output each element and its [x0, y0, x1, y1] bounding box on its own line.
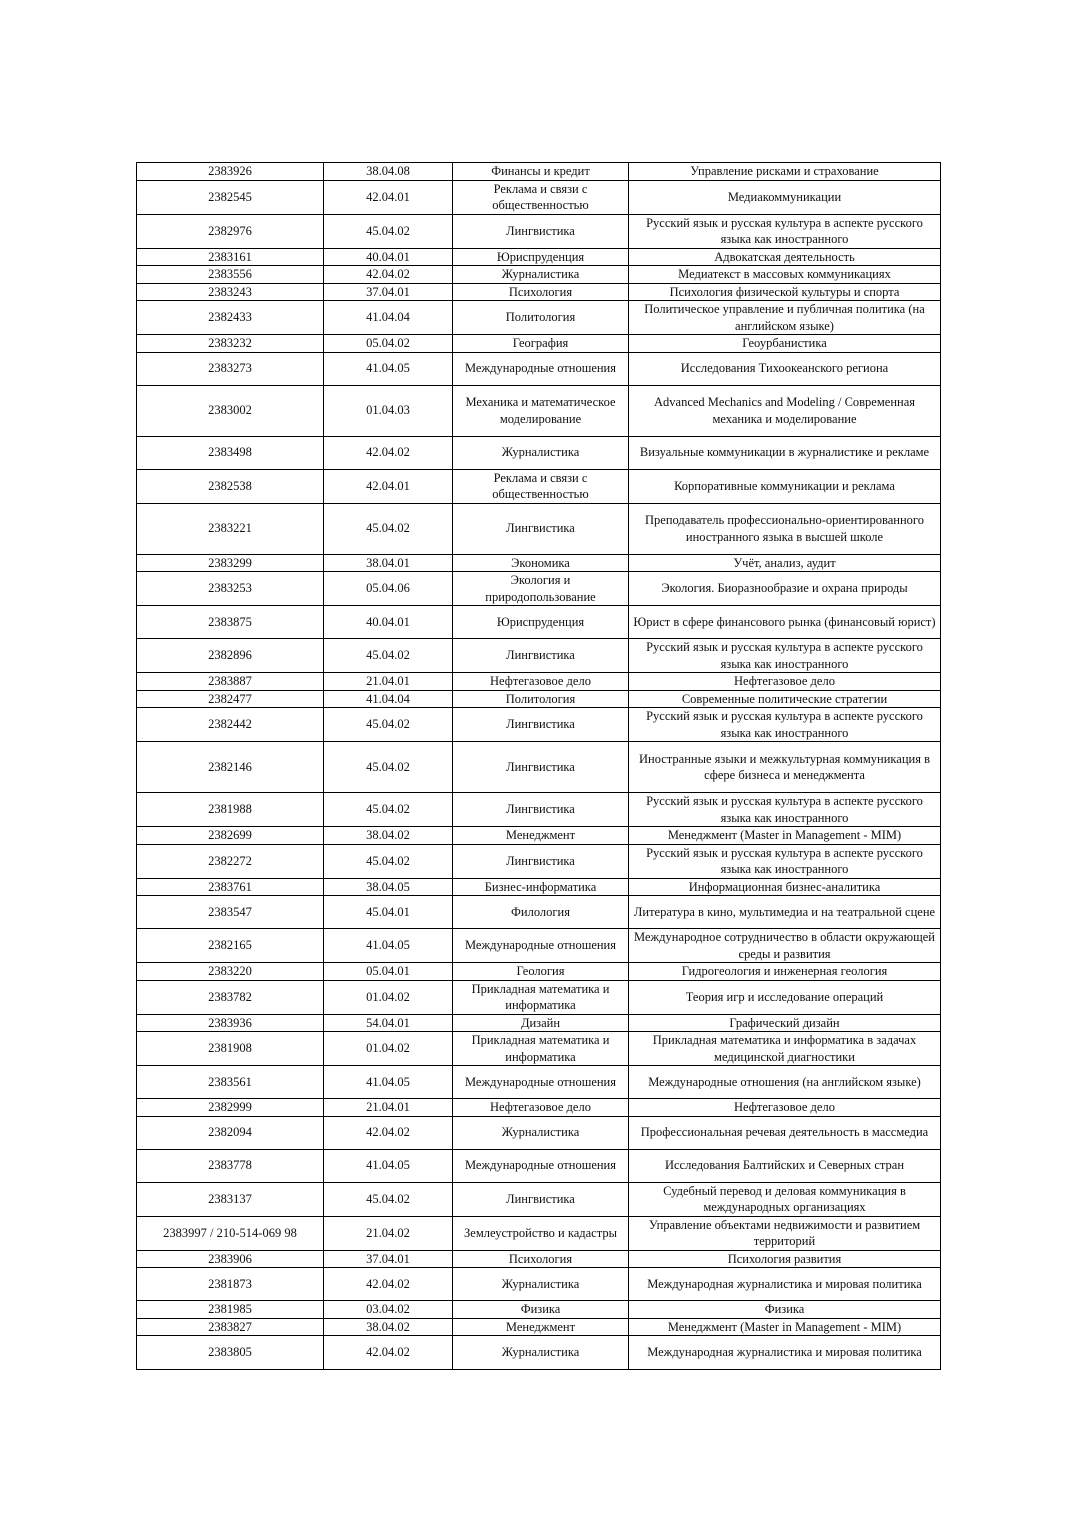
direction-cell: Журналистика [453, 1116, 629, 1149]
table-row [137, 827, 941, 845]
program-cell: Юрист в сфере финансового рынка (финансовый юрист) [629, 606, 941, 639]
code-cell: 45.04.02 [324, 793, 453, 827]
id-cell: 2382146 [137, 742, 324, 793]
table-row [137, 469, 941, 503]
direction-cell: Лингвистика [453, 742, 629, 793]
id-cell: 2383137 [137, 1182, 324, 1216]
program-cell: Прикладная математика и информатика в задачах медицинской диагностики [629, 1032, 941, 1066]
code-cell: 37.04.01 [324, 283, 453, 301]
program-cell: Преподаватель профессионально-ориентированного иностранного языка в высшей школе [629, 503, 941, 554]
id-cell: 2382538 [137, 469, 324, 503]
id-cell: 2381908 [137, 1032, 324, 1066]
id-cell: 2381873 [137, 1268, 324, 1301]
code-cell: 05.04.02 [324, 335, 453, 353]
program-cell: Корпоративные коммуникации и реклама [629, 469, 941, 503]
program-cell: Гидрогеология и инженерная геология [629, 963, 941, 981]
id-cell: 2382433 [137, 301, 324, 335]
id-cell: 2383002 [137, 385, 324, 436]
program-cell: Экология. Биоразнообразие и охрана природы [629, 572, 941, 606]
program-cell: Менеджмент (Master in Management - MIM) [629, 1318, 941, 1336]
direction-cell: Международные отношения [453, 929, 629, 963]
code-cell: 42.04.02 [324, 266, 453, 284]
program-cell: Графический дизайн [629, 1014, 941, 1032]
code-cell: 38.04.05 [324, 878, 453, 896]
table-row [137, 503, 941, 554]
code-cell: 21.04.02 [324, 1216, 453, 1250]
direction-cell: Юриспруденция [453, 606, 629, 639]
id-cell: 2383273 [137, 352, 324, 385]
id-cell: 2382699 [137, 827, 324, 845]
program-cell: Русский язык и русская культура в аспекте русского языка как иностранного [629, 793, 941, 827]
id-cell: 2381988 [137, 793, 324, 827]
table-row [137, 1182, 941, 1216]
table-row [137, 963, 941, 981]
code-cell: 38.04.02 [324, 1318, 453, 1336]
program-cell: Визуальные коммуникации в журналистике и рекламе [629, 436, 941, 469]
program-cell: Теория игр и исследование операций [629, 980, 941, 1014]
code-cell: 45.04.02 [324, 1182, 453, 1216]
code-cell: 42.04.02 [324, 1336, 453, 1370]
table-row [137, 1066, 941, 1099]
id-cell: 2382896 [137, 639, 324, 673]
program-cell: Иностранные языки и межкультурная коммуникация в сфере бизнеса и менеджмента [629, 742, 941, 793]
table-row [137, 1116, 941, 1149]
direction-cell: Нефтегазовое дело [453, 673, 629, 691]
program-cell: Международные отношения (на английском языке) [629, 1066, 941, 1099]
program-cell: Русский язык и русская культура в аспекте русского языка как иностранного [629, 639, 941, 673]
id-cell: 2383761 [137, 878, 324, 896]
direction-cell: Политология [453, 301, 629, 335]
program-cell: Медиатекст в массовых коммуникациях [629, 266, 941, 284]
program-cell: Нефтегазовое дело [629, 1099, 941, 1117]
direction-cell: Механика и математическое моделирование [453, 385, 629, 436]
direction-cell: Лингвистика [453, 793, 629, 827]
id-cell: 2383498 [137, 436, 324, 469]
id-cell: 2382477 [137, 690, 324, 708]
program-cell: Международная журналистика и мировая политика [629, 1268, 941, 1301]
code-cell: 45.04.02 [324, 742, 453, 793]
table-row [137, 844, 941, 878]
table-row [137, 896, 941, 929]
program-cell: Современные политические стратегии [629, 690, 941, 708]
code-cell: 38.04.02 [324, 827, 453, 845]
program-cell: Русский язык и русская культура в аспекте русского языка как иностранного [629, 844, 941, 878]
table-row [137, 606, 941, 639]
code-cell: 54.04.01 [324, 1014, 453, 1032]
direction-cell: Филология [453, 896, 629, 929]
code-cell: 41.04.05 [324, 1066, 453, 1099]
code-cell: 21.04.01 [324, 673, 453, 691]
id-cell: 2383161 [137, 248, 324, 266]
direction-cell: Дизайн [453, 1014, 629, 1032]
id-cell: 2383926 [137, 163, 324, 181]
table-row [137, 1336, 941, 1370]
program-cell: Информационная бизнес-аналитика [629, 878, 941, 896]
direction-cell: Физика [453, 1301, 629, 1319]
direction-cell: Менеджмент [453, 1318, 629, 1336]
table-row [137, 1032, 941, 1066]
table-row [137, 742, 941, 793]
id-cell: 2382094 [137, 1116, 324, 1149]
id-cell: 2383778 [137, 1149, 324, 1182]
table-row [137, 929, 941, 963]
table-row [137, 690, 941, 708]
id-cell: 2383220 [137, 963, 324, 981]
direction-cell: Журналистика [453, 1268, 629, 1301]
direction-cell: Психология [453, 1250, 629, 1268]
program-cell: Управление объектами недвижимости и развитием территорий [629, 1216, 941, 1250]
code-cell: 42.04.02 [324, 1116, 453, 1149]
table-row [137, 301, 941, 335]
program-cell: Психология развития [629, 1250, 941, 1268]
program-cell: Медиакоммуникации [629, 180, 941, 214]
direction-cell: Прикладная математика и информатика [453, 1032, 629, 1066]
id-cell: 2382165 [137, 929, 324, 963]
program-cell: Политическое управление и публичная политика (на английском языке) [629, 301, 941, 335]
table-row [137, 673, 941, 691]
program-cell: Исследования Балтийских и Северных стран [629, 1149, 941, 1182]
code-cell: 01.04.02 [324, 980, 453, 1014]
id-cell: 2383547 [137, 896, 324, 929]
code-cell: 41.04.04 [324, 301, 453, 335]
table-row [137, 708, 941, 742]
table-row [137, 1250, 941, 1268]
table-row [137, 335, 941, 353]
program-cell: Русский язык и русская культура в аспекте русского языка как иностранного [629, 214, 941, 248]
direction-cell: Лингвистика [453, 708, 629, 742]
direction-cell: Финансы и кредит [453, 163, 629, 181]
program-cell: Учёт, анализ, аудит [629, 554, 941, 572]
id-cell: 2383232 [137, 335, 324, 353]
direction-cell: Реклама и связи с общественностью [453, 469, 629, 503]
program-cell: Физика [629, 1301, 941, 1319]
code-cell: 38.04.01 [324, 554, 453, 572]
table-body [137, 163, 941, 1370]
direction-cell: Нефтегазовое дело [453, 1099, 629, 1117]
program-cell: Международная журналистика и мировая политика [629, 1336, 941, 1370]
applicants-table [136, 162, 941, 1370]
table-row [137, 639, 941, 673]
id-cell: 2381985 [137, 1301, 324, 1319]
id-cell: 2382545 [137, 180, 324, 214]
direction-cell: Прикладная математика и информатика [453, 980, 629, 1014]
direction-cell: Бизнес-информатика [453, 878, 629, 896]
code-cell: 41.04.05 [324, 929, 453, 963]
table-row [137, 163, 941, 181]
id-cell: 2383561 [137, 1066, 324, 1099]
id-cell: 2382999 [137, 1099, 324, 1117]
program-cell: Профессиональная речевая деятельность в массмедиа [629, 1116, 941, 1149]
id-cell: 2383805 [137, 1336, 324, 1370]
table-row [137, 1301, 941, 1319]
id-cell: 2382272 [137, 844, 324, 878]
code-cell: 41.04.05 [324, 1149, 453, 1182]
direction-cell: Журналистика [453, 1336, 629, 1370]
code-cell: 42.04.01 [324, 180, 453, 214]
code-cell: 45.04.02 [324, 844, 453, 878]
direction-cell: Геология [453, 963, 629, 981]
code-cell: 41.04.04 [324, 690, 453, 708]
direction-cell: Экономика [453, 554, 629, 572]
code-cell: 42.04.02 [324, 1268, 453, 1301]
id-cell: 2383887 [137, 673, 324, 691]
direction-cell: Международные отношения [453, 352, 629, 385]
direction-cell: Землеустройство и кадастры [453, 1216, 629, 1250]
id-cell: 2383556 [137, 266, 324, 284]
table-row [137, 1099, 941, 1117]
program-cell: Психология физической культуры и спорта [629, 283, 941, 301]
direction-cell: Лингвистика [453, 1182, 629, 1216]
direction-cell: Политология [453, 690, 629, 708]
direction-cell: Лингвистика [453, 844, 629, 878]
code-cell: 01.04.03 [324, 385, 453, 436]
code-cell: 37.04.01 [324, 1250, 453, 1268]
id-cell: 2383253 [137, 572, 324, 606]
direction-cell: Экология и природопользование [453, 572, 629, 606]
table-row [137, 572, 941, 606]
code-cell: 45.04.01 [324, 896, 453, 929]
program-cell: Управление рисками и страхование [629, 163, 941, 181]
direction-cell: Лингвистика [453, 639, 629, 673]
table-row [137, 554, 941, 572]
table-row [137, 283, 941, 301]
table-row [137, 248, 941, 266]
direction-cell: Психология [453, 283, 629, 301]
direction-cell: Реклама и связи с общественностью [453, 180, 629, 214]
table-row [137, 1149, 941, 1182]
program-cell: Международное сотрудничество в области окружающей среды и развития [629, 929, 941, 963]
code-cell: 40.04.01 [324, 606, 453, 639]
program-cell: Литература в кино, мультимедиа и на театральной сцене [629, 896, 941, 929]
id-cell: 2383936 [137, 1014, 324, 1032]
direction-cell: Юриспруденция [453, 248, 629, 266]
table-row [137, 1014, 941, 1032]
code-cell: 05.04.06 [324, 572, 453, 606]
code-cell: 21.04.01 [324, 1099, 453, 1117]
direction-cell: Менеджмент [453, 827, 629, 845]
id-cell: 2383997 / 210-514-069 98 [137, 1216, 324, 1250]
code-cell: 45.04.02 [324, 503, 453, 554]
program-cell: Advanced Mechanics and Modeling / Современная механика и моделирование [629, 385, 941, 436]
code-cell: 38.04.08 [324, 163, 453, 181]
program-cell: Исследования Тихоокеанского региона [629, 352, 941, 385]
id-cell: 2383243 [137, 283, 324, 301]
id-cell: 2383906 [137, 1250, 324, 1268]
direction-cell: Журналистика [453, 266, 629, 284]
code-cell: 45.04.02 [324, 214, 453, 248]
program-cell: Геоурбанистика [629, 335, 941, 353]
id-cell: 2383221 [137, 503, 324, 554]
code-cell: 41.04.05 [324, 352, 453, 385]
code-cell: 05.04.01 [324, 963, 453, 981]
code-cell: 40.04.01 [324, 248, 453, 266]
id-cell: 2383827 [137, 1318, 324, 1336]
table-row [137, 1318, 941, 1336]
table-row [137, 180, 941, 214]
program-cell: Адвокатская деятельность [629, 248, 941, 266]
id-cell: 2383875 [137, 606, 324, 639]
id-cell: 2382442 [137, 708, 324, 742]
direction-cell: Лингвистика [453, 214, 629, 248]
program-cell: Нефтегазовое дело [629, 673, 941, 691]
direction-cell: Журналистика [453, 436, 629, 469]
direction-cell: Лингвистика [453, 503, 629, 554]
id-cell: 2383299 [137, 554, 324, 572]
table-row [137, 793, 941, 827]
table-row [137, 214, 941, 248]
id-cell: 2382976 [137, 214, 324, 248]
table-row [137, 436, 941, 469]
code-cell: 45.04.02 [324, 708, 453, 742]
program-cell: Русский язык и русская культура в аспекте русского языка как иностранного [629, 708, 941, 742]
direction-cell: Международные отношения [453, 1149, 629, 1182]
id-cell: 2383782 [137, 980, 324, 1014]
table-row [137, 266, 941, 284]
table-row [137, 878, 941, 896]
table-row [137, 980, 941, 1014]
program-cell: Судебный перевод и деловая коммуникация в международных организациях [629, 1182, 941, 1216]
code-cell: 45.04.02 [324, 639, 453, 673]
code-cell: 42.04.02 [324, 436, 453, 469]
code-cell: 01.04.02 [324, 1032, 453, 1066]
table-row [137, 1216, 941, 1250]
table-row [137, 385, 941, 436]
table-row [137, 352, 941, 385]
direction-cell: Международные отношения [453, 1066, 629, 1099]
code-cell: 42.04.01 [324, 469, 453, 503]
direction-cell: География [453, 335, 629, 353]
code-cell: 03.04.02 [324, 1301, 453, 1319]
program-cell: Менеджмент (Master in Management - MIM) [629, 827, 941, 845]
table-row [137, 1268, 941, 1301]
